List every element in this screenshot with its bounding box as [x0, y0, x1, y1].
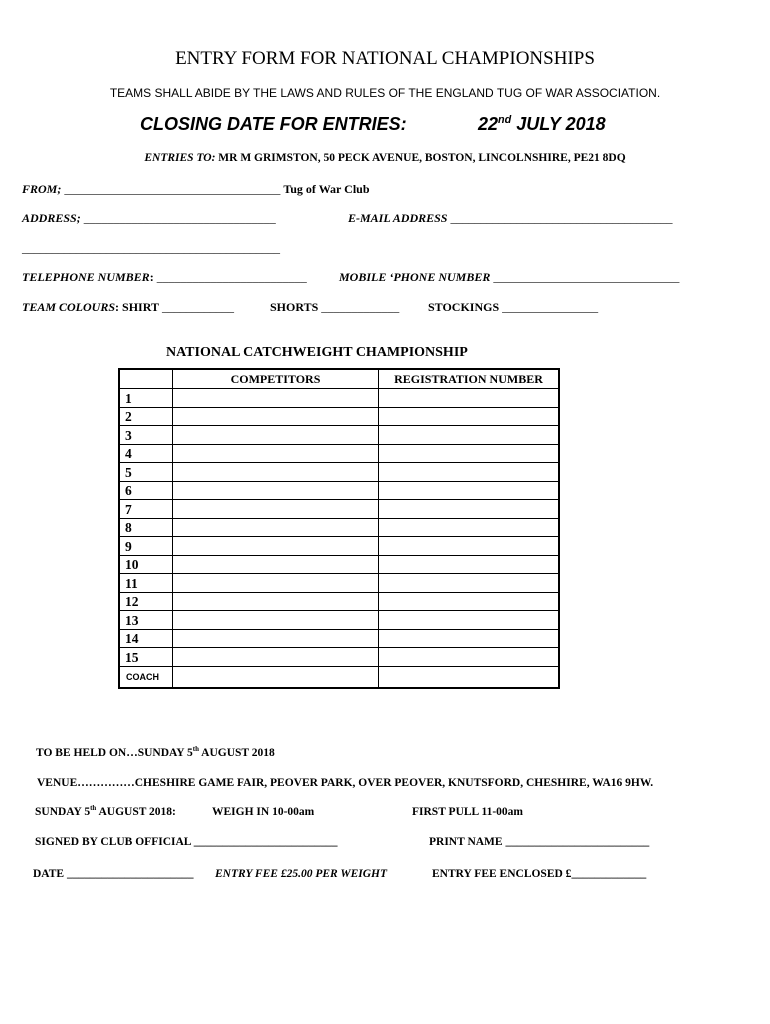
entries-to-label: ENTRIES TO:: [144, 152, 216, 164]
row-number: 11: [119, 574, 173, 593]
telephone-blank[interactable]: _________________________: [156, 270, 307, 284]
championship-title: NATIONAL CATCHWEIGHT CHAMPIONSHIP: [166, 345, 468, 360]
entries-to-address: MR M GRIMSTON, 50 PECK AVENUE, BOSTON, LINCOLNSHIRE, PE21 8DQ: [215, 152, 626, 164]
competitor-name-cell[interactable]: [173, 611, 379, 630]
coach-label: COACH: [119, 666, 173, 688]
registration-column-header: REGISTRATION NUMBER: [379, 369, 560, 389]
competitor-name-cell[interactable]: [173, 518, 379, 537]
row-number: 2: [119, 407, 173, 426]
row-number: 14: [119, 629, 173, 648]
row-number: 15: [119, 648, 173, 667]
email-label: E-MAIL ADDRESS: [348, 211, 448, 225]
row-number: 7: [119, 500, 173, 519]
competitor-name-cell[interactable]: [173, 444, 379, 463]
held-on-suffix: th: [192, 746, 199, 754]
registration-number-cell[interactable]: [379, 592, 560, 611]
competitor-name-cell[interactable]: [173, 629, 379, 648]
row-number: 4: [119, 444, 173, 463]
competitor-name-cell[interactable]: [173, 574, 379, 593]
shorts-label: SHORTS: [270, 300, 319, 314]
table-row: [119, 444, 559, 463]
from-field[interactable]: [22, 182, 370, 197]
signed-field[interactable]: [35, 836, 337, 848]
venue-line: VENUE……………CHESHIRE GAME FAIR, PEOVER PARK, OVER PEOVER, KNUTSFORD, CHESHIRE, WA16 9HW.: [37, 777, 654, 789]
held-on-prefix: TO BE HELD ON…SUNDAY 5: [36, 747, 193, 759]
table-row: [119, 407, 559, 426]
shorts-field[interactable]: [270, 300, 399, 315]
sunday-prefix: SUNDAY 5: [35, 806, 91, 818]
competitor-name-cell[interactable]: [173, 555, 379, 574]
signed-label: SIGNED BY CLUB OFFICIAL: [35, 836, 191, 848]
competitor-name-cell[interactable]: [173, 648, 379, 667]
row-number: 6: [119, 481, 173, 500]
row-number: 3: [119, 426, 173, 445]
competitor-name-cell[interactable]: [173, 407, 379, 426]
first-pull-time: FIRST PULL 11-00am: [412, 806, 523, 818]
closing-month-year: JULY 2018: [511, 114, 606, 134]
mobile-label: MOBILE ‘PHONE NUMBER: [339, 270, 491, 284]
registration-number-cell[interactable]: [379, 389, 560, 408]
telephone-field[interactable]: [22, 270, 307, 285]
coach-name-cell[interactable]: [173, 666, 379, 688]
table-row: [119, 592, 559, 611]
registration-number-cell[interactable]: [379, 648, 560, 667]
shirt-blank[interactable]: ____________: [161, 300, 234, 314]
address-label: ADDRESS;: [22, 211, 81, 225]
address-line-2[interactable]: ___________________________________________: [22, 241, 280, 255]
table-row: [119, 537, 559, 556]
row-number: 12: [119, 592, 173, 611]
date-field[interactable]: [33, 868, 193, 880]
table-row: [119, 481, 559, 500]
held-on-rest: AUGUST 2018: [198, 747, 275, 759]
fee-enclosed-field[interactable]: [432, 868, 646, 880]
registration-number-cell[interactable]: [379, 463, 560, 482]
mobile-blank[interactable]: _______________________________: [493, 270, 680, 284]
closing-date-label: CLOSING DATE FOR ENTRIES:: [140, 114, 407, 134]
table-row: [119, 611, 559, 630]
table-row: [119, 629, 559, 648]
registration-number-cell[interactable]: [379, 500, 560, 519]
table-body: [119, 389, 559, 689]
registration-number-cell[interactable]: [379, 537, 560, 556]
registration-number-cell[interactable]: [379, 555, 560, 574]
held-on-line: [36, 747, 275, 759]
competitor-name-cell[interactable]: [173, 592, 379, 611]
registration-number-cell[interactable]: [379, 611, 560, 630]
date-label: DATE: [33, 868, 65, 880]
fee-enclosed-label: ENTRY FEE ENCLOSED £: [432, 868, 572, 880]
from-label: FROM;: [22, 182, 62, 196]
sunday-suffix: th: [90, 805, 97, 813]
colours-label: TEAM COLOURS: [22, 300, 116, 314]
table-row: [119, 426, 559, 445]
table-header-row: [119, 369, 559, 389]
table-row: [119, 500, 559, 519]
competitor-name-cell[interactable]: [173, 463, 379, 482]
competitors-column-header: COMPETITORS: [173, 369, 379, 389]
entries-to-line: [0, 152, 770, 164]
address-blank[interactable]: ________________________________: [83, 211, 276, 225]
weigh-in-time: WEIGH IN 10-00am: [212, 806, 315, 818]
row-number: 5: [119, 463, 173, 482]
coach-registration-cell[interactable]: [379, 666, 560, 688]
email-field[interactable]: [348, 211, 672, 226]
stockings-field[interactable]: [428, 300, 598, 315]
registration-number-cell[interactable]: [379, 518, 560, 537]
closing-day: 22: [478, 114, 499, 134]
from-blank[interactable]: ____________________________________: [64, 182, 281, 196]
registration-number-cell[interactable]: [379, 629, 560, 648]
stockings-label: STOCKINGS: [428, 300, 500, 314]
competitor-table: [118, 368, 560, 689]
date-blank[interactable]: ______________________: [66, 868, 194, 880]
registration-number-cell[interactable]: [379, 407, 560, 426]
coach-row: [119, 666, 559, 688]
shirt-label: : SHIRT: [115, 300, 159, 314]
table-row: [119, 555, 559, 574]
telephone-colon: :: [149, 270, 154, 284]
row-number: 13: [119, 611, 173, 630]
registration-number-cell[interactable]: [379, 481, 560, 500]
competitor-name-cell[interactable]: [173, 481, 379, 500]
closing-day-suffix: nd: [498, 114, 512, 126]
print-name-blank[interactable]: _________________________: [505, 836, 650, 848]
email-blank[interactable]: _____________________________________: [450, 211, 673, 225]
table-row: [119, 648, 559, 667]
competitor-name-cell[interactable]: [173, 426, 379, 445]
competitor-name-cell[interactable]: [173, 537, 379, 556]
table-row: [119, 574, 559, 593]
telephone-label: TELEPHONE NUMBER: [22, 270, 150, 284]
table-row: [119, 518, 559, 537]
sunday-rest: AUGUST 2018:: [96, 806, 176, 818]
row-number: 1: [119, 389, 173, 408]
rules-notice: TEAMS SHALL ABIDE BY THE LAWS AND RULES OF THE ENGLAND TUG OF WAR ASSOCIATION.: [109, 86, 661, 100]
table-row: [119, 389, 559, 408]
signed-blank[interactable]: _________________________: [193, 836, 338, 848]
fee-enclosed-blank[interactable]: _____________: [571, 868, 647, 880]
competitor-name-cell[interactable]: [173, 389, 379, 408]
registration-number-cell[interactable]: [379, 574, 560, 593]
number-column-header: [119, 369, 173, 389]
row-number: 8: [119, 518, 173, 537]
print-name-label: PRINT NAME: [429, 836, 503, 848]
address-field[interactable]: [22, 211, 276, 226]
row-number: 9: [119, 537, 173, 556]
registration-number-cell[interactable]: [379, 426, 560, 445]
stockings-blank[interactable]: ________________: [502, 300, 599, 314]
registration-number-cell[interactable]: [379, 444, 560, 463]
shirt-field[interactable]: [22, 300, 234, 315]
closing-date: [478, 114, 606, 135]
table-row: [119, 463, 559, 482]
club-suffix: Tug of War Club: [283, 182, 370, 196]
form-title: ENTRY FORM FOR NATIONAL CHAMPIONSHIPS: [175, 48, 595, 69]
print-name-field[interactable]: [429, 836, 649, 848]
row-number: 10: [119, 555, 173, 574]
shorts-blank[interactable]: _____________: [321, 300, 400, 314]
mobile-field[interactable]: [339, 270, 679, 285]
entry-fee-note: ENTRY FEE £25.00 PER WEIGHT: [215, 868, 388, 880]
sunday-line: [35, 806, 176, 818]
competitor-name-cell[interactable]: [173, 500, 379, 519]
